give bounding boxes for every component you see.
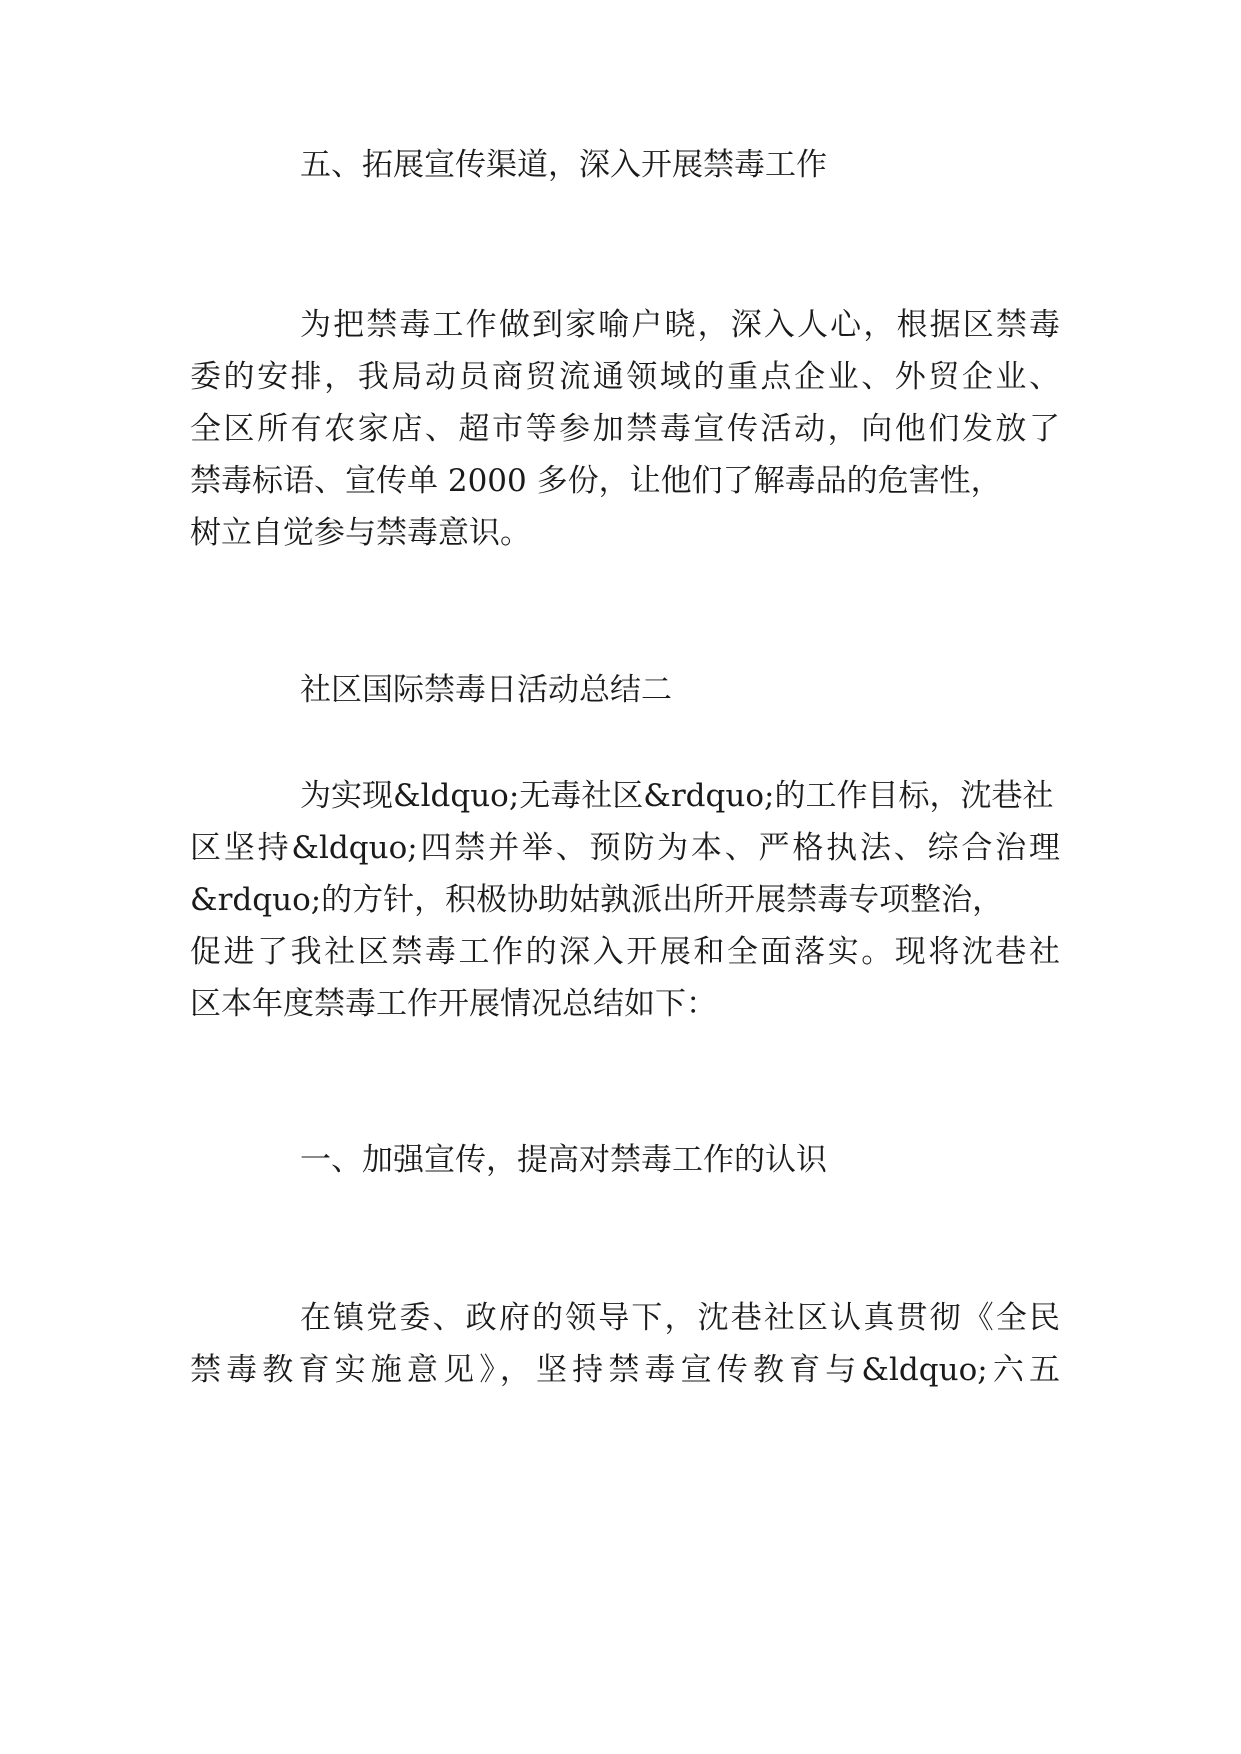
paragraph-line: 禁毒教育实施意见》，坚持禁毒宣传教育与&ldquo;六五 [190,1352,1060,1388]
paragraph-line: 全区所有农家店、超市等参加禁毒宣传活动，向他们发放了 [190,411,1060,447]
paragraph-line: 区坚持&ldquo;四禁并举、预防为本、严格执法、综合治理 [190,830,1060,866]
paragraph-line: 在镇党委、政府的领导下，沈巷社区认真贯彻《全民 [300,1300,1060,1336]
subtitle: 社区国际禁毒日活动总结二 [300,672,672,708]
paragraph-line: 禁毒标语、宣传单 2000 多份，让他们了解毒品的危害性， [190,463,1002,499]
paragraph-line: 为实现&ldquo;无毒社区&rdquo;的工作目标，沈巷社 [300,778,1054,814]
paragraph-line: 为把禁毒工作做到家喻户晓，深入人心，根据区禁毒 [300,307,1060,343]
paragraph-line: 树立自觉参与禁毒意识。 [190,515,531,551]
paragraph-line: 促进了我社区禁毒工作的深入开展和全面落实。现将沈巷社 [190,934,1060,970]
paragraph-line: 委的安排，我局动员商贸流通领域的重点企业、外贸企业、 [190,359,1060,395]
paragraph-line: &rdquo;的方针，积极协助姑孰派出所开展禁毒专项整治， [190,882,1004,918]
paragraph-line: 区本年度禁毒工作开展情况总结如下： [190,986,717,1022]
section-heading-1: 一、加强宣传，提高对禁毒工作的认识 [300,1142,827,1178]
section-heading-5: 五、拓展宣传渠道，深入开展禁毒工作 [300,147,827,183]
